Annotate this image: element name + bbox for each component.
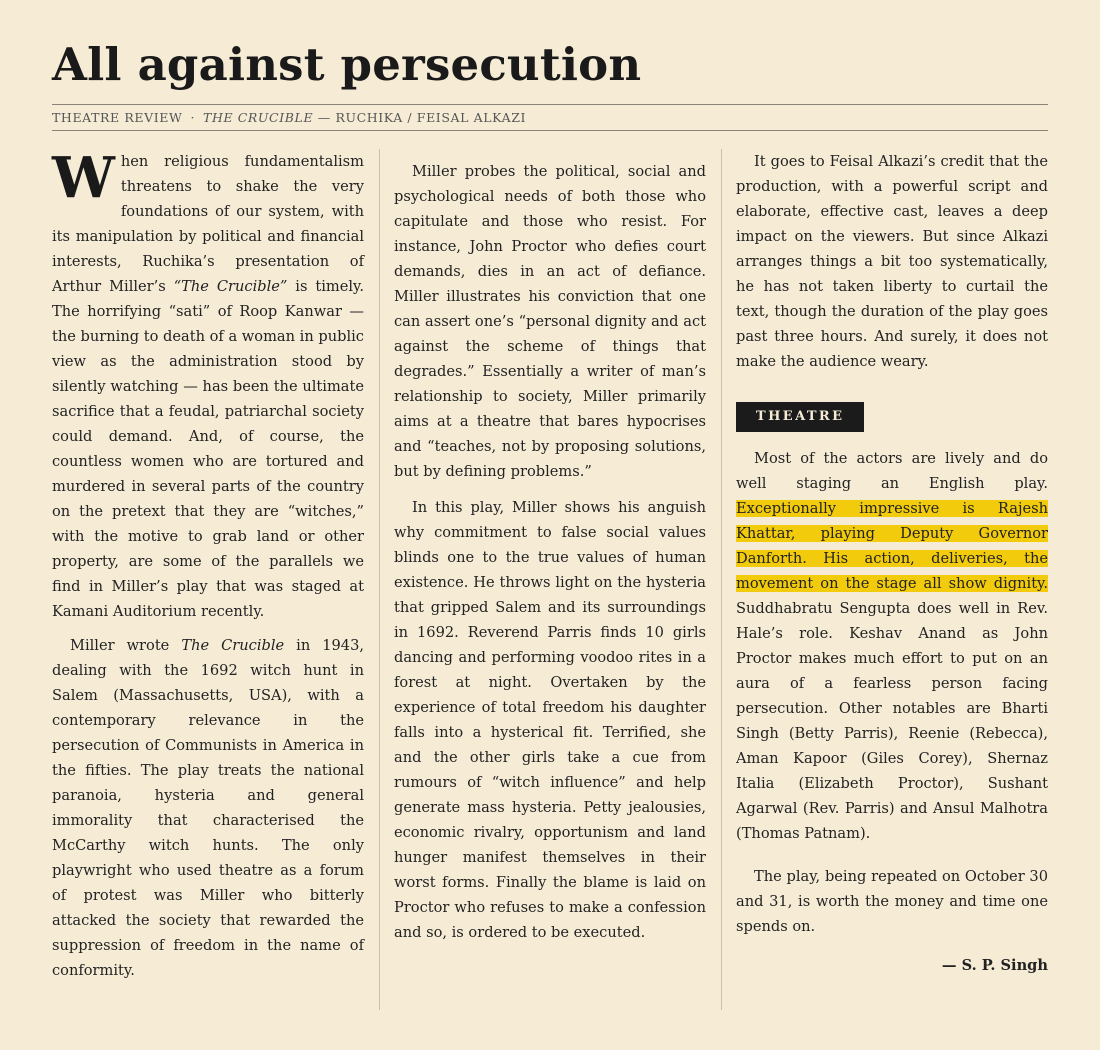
col3-paragraph-2	[736, 446, 1048, 846]
col2-paragraph-1: Miller probes the political, social and psychological needs of both those who capitulate and those who resist. For instance, John Proctor who defies court demands, dies in an act of defiance. Miller illustrates his conviction that one can assert one’s “personal dignity and act against the scheme of things that degrades.” Essentially a writer of man’s relationship to society, Miller primarily aims at a theatre that bares hypocrises and “teaches, not by proposing solutions, but by defining problems.”	[394, 163, 706, 480]
col3-paragraph-1: It goes to Feisal Alkazi’s credit that the production, with a powerful script and elaborate, effective cast, leaves a deep impact on the viewers. But since Alkazi arranges things a bit too systematically, he has not taken liberty to curtail the text, though the duration of the play goes past three hours. And surely, it does not make the audience weary.	[736, 153, 1048, 370]
highlighted-passage: Exceptionally impressive is Rajesh Khattar, playing Deputy Governor Danforth. His action, deliveries, the movement on the stage all show dignity.	[736, 500, 1048, 592]
col3-p2-text-b: Suddhabratu Sengupta does well in Rev. Hale’s role. Keshav Anand as John Proctor makes much effort to put on an aura of a fearless person facing persecution. Other notables are Bharti Singh (Betty Parris), Reenie (Rebecca), Aman Kapoor (Giles Corey), Shernaz Italia (Elizabeth Proctor), Sushant Agarwal (Rev. Parris) and Ansul Malhotra (Thomas Patnam).	[736, 600, 1048, 842]
theatre-section-tag: THEATRE	[736, 402, 864, 432]
kicker-line	[52, 109, 1048, 127]
drop-cap: W	[52, 145, 115, 211]
col3-paragraph-3: The play, being repeated on October 30 and 31, is worth the money and time one spends on.	[736, 868, 1048, 935]
col2-paragraph-2: In this play, Miller shows his anguish why commitment to false social values blinds one to the true values of human existence. He throws light on the hysteria that gripped Salem and its surroundings in 1692. Reverend Parris finds 10 girls dancing and performing voodoo rites in a forest at night. Overtaken by the experience of total freedom his daughter falls into a hysterical fit. Terrified, she and the other girls take a cue from rumours of “witch influence” and help generate mass hysteria. Petty jealousies, economic rivalry, opportunism and land hunger manifest themselves in their worst forms. Finally the blame is laid on Proctor who refuses to make a confession and so, is ordered to be executed.	[394, 499, 706, 941]
column-1	[52, 145, 365, 983]
column-3	[736, 149, 1048, 978]
col1-p1-title: “The Crucible”	[173, 278, 288, 295]
column-divider-2	[721, 149, 722, 1010]
headline: All against persecution	[52, 38, 642, 91]
bottom-rule	[52, 130, 1048, 131]
col1-p2-title: The Crucible	[181, 637, 285, 654]
kicker-separator: ·	[190, 110, 196, 125]
col1-p1-text-b: is timely. The horrifying “sati” of Roop Kanwar — the burning to death of a woman in public view as the administration stood by silently watching — has been the ultimate sacrifice that a feudal, patriarchal society could demand. And, of course, the countless women who are tortured and murdered in several parts of the country on the pretext that they are “witches,” with the motive to grab land or other property, are some of the parallels we find in Miller’s play that was staged at Kamani Auditorium recently.	[52, 278, 364, 620]
kicker-section: THEATRE REVIEW	[52, 110, 183, 125]
col3-p2-text-a: Most of the actors are lively and do well staging an English play.	[736, 450, 1048, 492]
column-divider-1	[379, 149, 380, 1010]
col1-p1-text-a: hen religious fundamentalism threatens to shake the very foundations of our system, with its manipulation by political and financial interests, Ruchika’s presentation of Arthur Miller’s	[52, 153, 364, 295]
col1-paragraph-2	[52, 633, 364, 983]
column-2	[394, 149, 706, 945]
col1-paragraph-1	[52, 145, 364, 624]
kicker-credits: — RUCHIKA / FEISAL ALKAZI	[317, 110, 527, 125]
col1-p2-text-a: Miller wrote	[70, 637, 182, 654]
byline: — S. P. Singh	[941, 957, 1048, 974]
top-rule	[52, 104, 1048, 105]
kicker-play-title: THE CRUCIBLE	[203, 110, 314, 125]
col1-p2-text-b: in 1943, dealing with the 1692 witch hunt in Salem (Massachusetts, USA), with a contemporary relevance in the persecution of Communists in America in the fifties. The play treats the national paranoia, hysteria and general immorality that characterised the McCarthy witch hunts. The only playwright who used theatre as a forum of protest was Miller who bitterly attacked the society that rewarded the suppression of freedom in the name of conformity.	[52, 637, 365, 979]
